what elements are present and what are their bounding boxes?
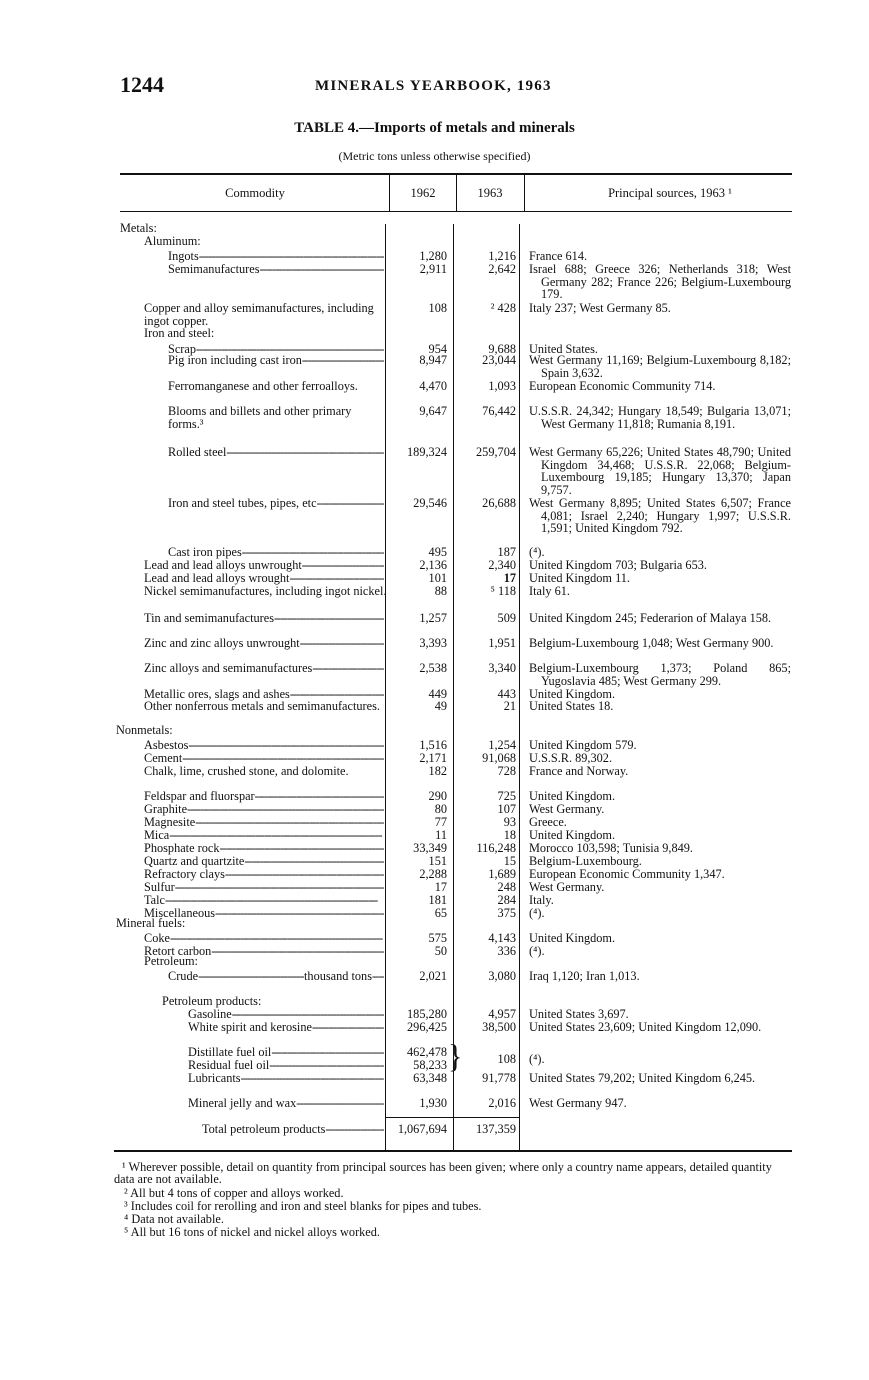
column-header-sources: Principal sources, 1963 ¹ xyxy=(608,186,732,200)
footnote: ⁵ All but 16 tons of nickel and nickel alloys worked. xyxy=(124,1225,380,1239)
column-divider xyxy=(389,175,390,211)
page-header xyxy=(120,72,800,96)
table-subtitle: (Metric tons unless otherwise specified) xyxy=(338,149,531,163)
footnote: ³ Includes coil for rerolling and iron and steel blanks for pipes and tubes. xyxy=(124,1199,482,1213)
total-rule xyxy=(386,1117,519,1118)
column-divider xyxy=(524,175,525,211)
footnote: ² All but 4 tons of copper and alloys worked. xyxy=(124,1186,344,1200)
column-header-1963: 1963 xyxy=(477,186,503,200)
running-title: MINERALS YEARBOOK, 1963 xyxy=(315,78,552,94)
column-divider xyxy=(453,224,454,1150)
footnote: ⁴ Data not available. xyxy=(124,1212,224,1226)
header-bottom-rule xyxy=(120,211,792,212)
column-divider xyxy=(456,175,457,211)
table-title: TABLE 4.—Imports of metals and minerals xyxy=(294,120,575,136)
brace-glyph: } xyxy=(448,1038,463,1075)
table-bottom-rule xyxy=(114,1150,792,1152)
column-divider xyxy=(519,224,520,1150)
column-header-commodity: Commodity xyxy=(225,186,285,200)
footnote: ¹ Wherever possible, detail on quantity from principal sources has been given; where only a country name appears, detailed quantity data are not available. xyxy=(114,1160,772,1187)
page-number: 1244 xyxy=(120,72,164,97)
column-divider xyxy=(385,224,386,1150)
column-header-1962: 1962 xyxy=(410,186,436,200)
